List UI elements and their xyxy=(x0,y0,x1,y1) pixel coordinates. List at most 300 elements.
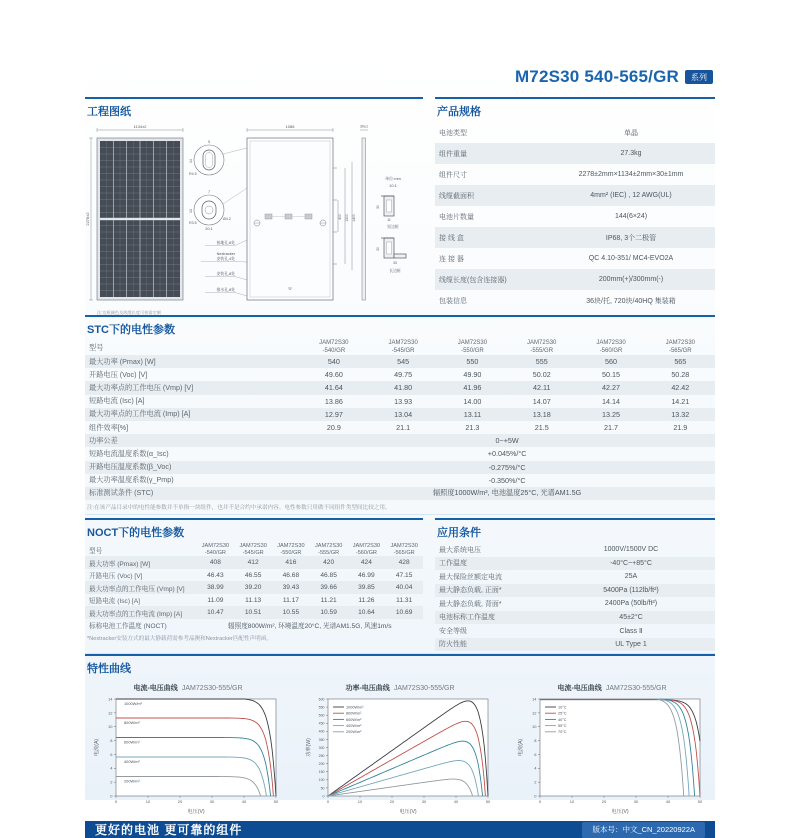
param-row xyxy=(85,556,423,569)
param-label: 开路电压温度系数(β_Voc) xyxy=(89,462,172,472)
detail1-w: 5 xyxy=(208,140,210,144)
param-row xyxy=(85,421,715,434)
drawing-note: 注:边框颜色及线缆长度可按需定制 xyxy=(97,310,161,315)
model-header-label: 型号 xyxy=(89,547,103,555)
param-value: 46.55 xyxy=(244,571,262,579)
chart-title: 电流-电压曲线 xyxy=(557,685,602,693)
table-row xyxy=(435,611,715,625)
model-line2: -550/GR xyxy=(280,549,302,556)
x-tick: 50 xyxy=(485,799,491,805)
model-header xyxy=(438,340,507,354)
param-label: 标称电池工作温度 (NOCT) xyxy=(89,623,167,631)
row-label: 接 线 盒 xyxy=(439,234,464,242)
dim-front-height: 2278±2 xyxy=(85,212,90,226)
frame-long-label: 长边框 xyxy=(389,269,401,273)
noct-note: *Nextracker安装方式的最大静载荷需参考晶澳和Nextracker匹配性声明函。 xyxy=(87,636,272,643)
param-label: 最大功率点的工作电压 (Vmp) [V] xyxy=(89,585,185,593)
series-label: 200W/m² xyxy=(124,778,140,784)
chart-2 xyxy=(301,681,499,821)
param-span-value: 辐照度800W/m², 环境温度20°C, 光谱AM1.5G, 风速1m/s xyxy=(228,623,392,631)
table-row xyxy=(435,206,715,227)
noct-table xyxy=(85,543,423,631)
model-line2: -560/GR xyxy=(355,549,377,556)
y-tick: 4 xyxy=(534,765,537,771)
param-row xyxy=(85,594,423,607)
table-row xyxy=(435,143,715,164)
model-line1: JAM72S30 xyxy=(596,340,626,347)
param-span-row xyxy=(85,619,423,632)
y-tick: 0 xyxy=(534,793,537,799)
param-value: 42.27 xyxy=(602,383,621,393)
row-label: 线缆长度(包含连接器) xyxy=(439,276,507,284)
chart-title-row xyxy=(89,683,287,693)
y-tick: 10 xyxy=(108,724,113,730)
frame-short-w: 11 xyxy=(387,218,391,222)
param-value: 12.97 xyxy=(324,409,343,419)
page-header xyxy=(85,55,715,97)
param-value: 41.80 xyxy=(394,383,413,393)
param-value: 46.99 xyxy=(358,571,375,579)
param-value: 50.28 xyxy=(671,370,690,380)
chart-title: 功率-电压曲线 xyxy=(345,685,390,693)
param-value: 11.26 xyxy=(358,596,375,604)
y-tick: 250 xyxy=(318,754,325,759)
section-title-specs: 产品规格 xyxy=(435,97,715,122)
y-tick: 500 xyxy=(318,713,325,718)
conditions-table xyxy=(435,543,715,651)
param-span-value: 0~+5W xyxy=(495,436,519,446)
x-tick: 20 xyxy=(601,799,607,805)
param-value: 39.85 xyxy=(358,584,375,592)
frame-long-h: 30 xyxy=(376,247,380,251)
y-tick: 12 xyxy=(532,710,537,716)
param-span-value: 辐照度1000W/m², 电池温度25°C, 光谱AM1.5G xyxy=(432,488,582,498)
series-label: 600W/m² xyxy=(124,739,140,745)
param-value: 41.96 xyxy=(463,383,482,393)
callout-nextracker-1: Nextracker xyxy=(216,252,235,256)
param-value: 14.07 xyxy=(532,396,551,406)
param-value: 39.20 xyxy=(244,584,262,592)
datasheet-page xyxy=(85,55,715,838)
chart-subtitle: JAM72S30-555/GR xyxy=(393,685,455,693)
y-tick: 600 xyxy=(318,697,325,702)
param-value: 13.25 xyxy=(602,409,621,419)
series-badge: 系列 xyxy=(685,70,713,84)
param-value: 11.31 xyxy=(396,596,413,604)
stc-table xyxy=(85,340,715,500)
param-value: 46.85 xyxy=(320,571,337,579)
chart-canvas xyxy=(513,694,709,816)
model-line2: -560/GR xyxy=(599,347,623,354)
param-value: 47.15 xyxy=(395,571,413,579)
param-span-row xyxy=(85,461,715,474)
callout-nextracker-2: 安装孔,4处 xyxy=(216,257,235,261)
legend-entry: 1000W/m² xyxy=(346,705,364,710)
model-line1: JAM72S30 xyxy=(527,340,557,347)
param-label: 最大功率 (Pmax) [W] xyxy=(89,560,151,568)
detail2-w: 7 xyxy=(208,190,210,194)
param-value: 550 xyxy=(466,357,479,367)
param-value: 560 xyxy=(605,357,618,367)
unit-note: 单位:mm xyxy=(385,176,401,181)
detail1-r: R4.5 xyxy=(189,172,197,176)
row-label: 防火性能 xyxy=(439,641,467,649)
param-value: 11.21 xyxy=(320,596,337,604)
model-header xyxy=(299,340,368,354)
legend-entry: 200W/m² xyxy=(346,730,362,735)
param-value: 46.43 xyxy=(207,571,224,579)
y-axis-label: 功率(W) xyxy=(306,738,312,757)
chart-1 xyxy=(89,681,287,821)
row-label: 连 接 器 xyxy=(439,255,464,263)
param-value: 14.14 xyxy=(602,396,621,406)
x-tick: 30 xyxy=(209,799,215,805)
param-value: 42.42 xyxy=(671,383,690,393)
param-value: 21.1 xyxy=(396,423,411,433)
row-label: 最大静态负载, 正面* xyxy=(439,587,502,595)
engineering-drawing xyxy=(85,122,413,318)
model-line1: JAM72S30 xyxy=(277,543,305,550)
y-tick: 6 xyxy=(110,751,113,757)
chart-subtitle: JAM72S30-555/GR xyxy=(605,685,667,693)
y-tick: 14 xyxy=(108,696,113,702)
param-value: 50.02 xyxy=(532,370,551,380)
detail1-h: 14 xyxy=(189,159,193,163)
frame-short-h: 30 xyxy=(376,205,380,209)
model-line1: JAM72S30 xyxy=(239,543,267,550)
legend-entry: 70°C xyxy=(558,730,567,735)
x-tick: 10 xyxy=(357,799,363,805)
param-value: 10.64 xyxy=(358,609,375,617)
row-label: 线缆截面积 xyxy=(439,192,474,200)
dim-back-400: 400 xyxy=(338,214,342,220)
row-label: 工作温度 xyxy=(439,560,467,568)
row-value: UL Type 1 xyxy=(615,640,647,648)
x-axis-label: 电压(V) xyxy=(399,809,417,816)
dim-back-1300: 1300 xyxy=(345,214,349,222)
table-row xyxy=(435,638,715,652)
model-line2: -565/GR xyxy=(668,347,692,354)
detail2-scale: 20:1 xyxy=(205,227,213,231)
y-tick: 6 xyxy=(534,751,537,757)
y-tick: 100 xyxy=(318,778,325,783)
param-label: 最大功率点的工作电流 (Imp) [A] xyxy=(89,610,183,618)
model-header xyxy=(646,340,715,354)
param-label: 功率公差 xyxy=(89,435,118,445)
param-value: 11.17 xyxy=(282,596,299,604)
param-value: 13.18 xyxy=(532,409,551,419)
model-line1: JAM72S30 xyxy=(352,543,381,550)
row-value: QC 4.10-351/ MC4-EVO2A xyxy=(588,255,674,262)
table-row xyxy=(435,624,715,638)
model-line1: JAM72S30 xyxy=(319,340,349,347)
legend-entry: 10°C xyxy=(558,705,567,710)
row-label: 安全等级 xyxy=(439,627,467,635)
table-row xyxy=(435,248,715,269)
param-value: 13.04 xyxy=(394,409,413,419)
legend-entry: 400W/m² xyxy=(346,724,362,729)
param-span-value: -0.350%/°C xyxy=(488,475,526,485)
y-tick: 400 xyxy=(318,729,325,734)
x-axis-label: 电压(V) xyxy=(611,809,629,816)
y-tick: 350 xyxy=(318,737,325,742)
param-value: 13.93 xyxy=(394,396,413,406)
y-tick: 200 xyxy=(318,762,325,767)
param-value: 49.90 xyxy=(463,370,482,380)
table-row xyxy=(435,290,715,311)
frame-short-label: 短边框 xyxy=(387,225,399,229)
param-label: 最大功率 (Pmax) [W] xyxy=(89,356,156,366)
y-tick: 14 xyxy=(532,696,537,702)
x-tick: 20 xyxy=(177,799,183,805)
param-span-row xyxy=(85,447,715,460)
callout-ground-holes: 接地孔,6处 xyxy=(216,241,235,245)
row-label: 电池片数量 xyxy=(439,213,474,221)
x-tick: 40 xyxy=(241,799,247,805)
x-tick: 10 xyxy=(145,799,151,805)
table-row xyxy=(435,557,715,571)
param-value: 540 xyxy=(327,357,340,367)
y-tick: 300 xyxy=(318,745,325,750)
chart-3 xyxy=(513,681,711,821)
param-value: 20.9 xyxy=(326,423,341,433)
model-line2: -540/GR xyxy=(322,347,346,354)
chart-title: 电流-电压曲线 xyxy=(133,685,178,693)
param-row xyxy=(85,355,715,368)
table-row xyxy=(435,597,715,611)
row-value: 2400Pa (50lb/ft²) xyxy=(604,600,658,608)
param-value: 49.60 xyxy=(324,370,343,380)
model-header xyxy=(507,340,576,354)
x-tick: 0 xyxy=(538,799,542,805)
callout-drain-holes: 排水孔,8处 xyxy=(216,288,235,292)
section-title-conditions: 应用条件 xyxy=(435,518,715,543)
param-value: 428 xyxy=(398,559,410,567)
x-tick: 30 xyxy=(421,799,427,805)
param-value: 10.59 xyxy=(320,609,337,617)
y-tick: 50 xyxy=(320,786,325,791)
frame-long-w: 33 xyxy=(393,261,397,265)
table-row xyxy=(435,584,715,598)
model-line2: -550/GR xyxy=(461,347,484,354)
y-axis-label: 电流(A) xyxy=(94,738,100,757)
row-value: 200mm(+)/300mm(-) xyxy=(598,276,664,283)
param-label: 短路电流 (Isc) [A] xyxy=(89,598,140,606)
model-header xyxy=(576,340,645,354)
param-value: 424 xyxy=(360,559,372,567)
param-span-value: +0.045%/°C xyxy=(487,449,527,459)
param-value: 14.00 xyxy=(463,396,482,406)
stc-note: 注:在该产品目录中的电性能参数并不单指一块组件，也并不是合约中承诺内容。电性参数只用做不同组件类型间比较之用。 xyxy=(87,505,391,512)
param-value: 13.86 xyxy=(324,396,343,406)
table-row xyxy=(435,543,715,557)
y-axis-label: 电流(A) xyxy=(518,738,524,757)
model-line2: -540/GR xyxy=(204,549,226,556)
table-row xyxy=(435,164,715,185)
dim-thickness: 30±1 xyxy=(360,124,368,129)
row-value: 1000V/1500V DC xyxy=(603,546,659,554)
row-value: 144(6×24) xyxy=(614,213,648,220)
legend-entry: 800W/m² xyxy=(346,711,362,716)
row-label: 最大系统电压 xyxy=(439,546,481,554)
x-tick: 50 xyxy=(697,799,703,805)
footer-bar xyxy=(85,821,715,838)
y-tick: 0 xyxy=(110,793,113,799)
param-row xyxy=(85,395,715,408)
row-value: 2278±2mm×1134±2mm×30±1mm xyxy=(578,171,684,178)
section-title-stc: STC下的电性参数 xyxy=(85,315,715,340)
param-value: 40.04 xyxy=(395,584,413,592)
param-value: 408 xyxy=(209,559,221,567)
model-line1: JAM72S30 xyxy=(390,543,418,550)
param-value: 555 xyxy=(535,357,548,367)
dim-back-1400: 1400 xyxy=(352,214,356,222)
row-value: 5400Pa (112lb/ft²) xyxy=(603,586,659,594)
dim-back-width: 1086 xyxy=(285,124,295,129)
footer-slogan: 更好的电池 更可靠的组件 xyxy=(95,823,243,838)
param-value: 11.09 xyxy=(207,596,224,604)
detail2-r: R3.5 xyxy=(189,221,197,225)
param-value: 420 xyxy=(323,559,335,567)
param-value: 10.51 xyxy=(244,609,262,617)
model-line2: -565/GR xyxy=(393,549,415,556)
param-span-row xyxy=(85,474,715,487)
chart-subtitle: JAM72S30-555/GR xyxy=(181,685,243,693)
y-tick: 4 xyxy=(110,765,113,771)
model-header xyxy=(272,543,310,556)
series-label: 400W/m² xyxy=(124,759,140,765)
y-tick: 8 xyxy=(110,738,113,744)
param-value: 39.66 xyxy=(320,584,337,592)
param-value: 41.64 xyxy=(324,383,343,393)
model-header-row xyxy=(85,543,423,556)
param-row xyxy=(85,408,715,421)
row-value: 45±2°C xyxy=(619,613,643,621)
param-label: 组件效率[%] xyxy=(89,422,129,432)
x-tick: 40 xyxy=(453,799,459,805)
x-tick: 0 xyxy=(114,799,118,805)
version-badge: 版本号：中文_CN_20220922A xyxy=(582,822,705,838)
param-label: 短路电流温度系数(α_Isc) xyxy=(89,448,169,458)
legend-entry: 55°C xyxy=(558,724,567,729)
param-value: 565 xyxy=(674,357,687,367)
y-tick: 150 xyxy=(318,770,325,775)
param-value: 13.32 xyxy=(671,409,690,419)
model-line1: JAM72S30 xyxy=(457,340,488,347)
row-value: 25A xyxy=(624,573,638,581)
param-row xyxy=(85,581,423,594)
param-value: 412 xyxy=(247,559,259,567)
y-tick: 10 xyxy=(532,724,537,730)
param-value: 21.5 xyxy=(534,423,549,433)
table-row xyxy=(435,122,715,143)
model-header-row xyxy=(85,340,715,355)
legend-entry: 25°C xyxy=(558,711,567,716)
row-label: 包装信息 xyxy=(439,297,467,305)
row-label: 电池标称工作温度 xyxy=(439,614,495,622)
page-title: M72S30 540-565/GR xyxy=(514,67,679,86)
x-tick: 40 xyxy=(665,799,671,805)
model-header xyxy=(368,340,437,354)
param-label: 标准测试条件 (STC) xyxy=(89,488,154,498)
param-row xyxy=(85,381,715,394)
chart-canvas xyxy=(89,694,285,816)
param-value: 10.69 xyxy=(395,609,413,617)
table-row xyxy=(435,570,715,584)
row-label: 电池类型 xyxy=(439,129,467,137)
param-value: 21.7 xyxy=(604,423,619,433)
model-header xyxy=(348,543,386,556)
row-value: 27.3kg xyxy=(620,150,642,157)
x-tick: 0 xyxy=(326,799,330,805)
y-tick: 2 xyxy=(534,779,537,785)
chart-title-row xyxy=(513,683,711,693)
y-tick: 12 xyxy=(108,710,113,716)
param-value: 10.55 xyxy=(282,609,300,617)
model-line1: JAM72S30 xyxy=(314,543,343,550)
param-value: 38.99 xyxy=(207,584,224,592)
model-line1: JAM72S30 xyxy=(201,543,230,550)
table-row xyxy=(435,227,715,248)
x-axis-label: 电压(V) xyxy=(187,809,205,816)
row-label: 最大保险丝额定电流 xyxy=(439,573,502,581)
model-header xyxy=(385,543,423,556)
table-row xyxy=(435,269,715,290)
row-label: 最大静态负载, 背面* xyxy=(439,600,502,608)
param-value: 49.75 xyxy=(394,370,413,380)
model-header-label: 型号 xyxy=(89,342,104,352)
chart-canvas xyxy=(301,694,497,816)
x-tick: 30 xyxy=(633,799,639,805)
legend-entry: 600W/m² xyxy=(346,717,362,722)
param-value: 13.11 xyxy=(463,409,482,419)
y-tick: 8 xyxy=(534,738,537,744)
legend-entry: 40°C xyxy=(558,717,567,722)
model-line1: JAM72S30 xyxy=(388,340,418,347)
x-tick: 50 xyxy=(273,799,279,805)
section-title-drawings: 工程图纸 xyxy=(85,97,423,122)
chart-title-row xyxy=(301,683,499,693)
y-tick: 2 xyxy=(110,779,113,785)
param-value: 50.15 xyxy=(602,370,621,380)
y-tick: 450 xyxy=(318,721,325,726)
y-tick: 0 xyxy=(322,794,325,799)
model-line1: JAM72S30 xyxy=(665,340,695,347)
model-header xyxy=(234,543,272,556)
param-value: 21.9 xyxy=(673,423,688,433)
model-line2: -545/GR xyxy=(242,549,264,556)
param-label: 短路电流 (Isc) [A] xyxy=(89,396,145,406)
row-label: 组件重量 xyxy=(439,150,467,158)
table-row xyxy=(435,185,715,206)
section-title-curves: 特性曲线 xyxy=(85,654,715,679)
param-value: 416 xyxy=(285,559,297,567)
param-span-value: -0.275%/°C xyxy=(488,462,526,472)
param-label: 开路电压 (Voc) [V] xyxy=(89,573,143,581)
callout-mount-holes: 安装孔,8处 xyxy=(216,272,235,276)
dim-front-width: 1134±2 xyxy=(133,124,147,129)
param-label: 开路电压 (Voc) [V] xyxy=(89,369,148,379)
series-label: 800W/m² xyxy=(124,720,140,726)
row-value: IP68, 3个二极管 xyxy=(605,234,657,242)
model-line2: -555/GR xyxy=(318,549,340,556)
x-tick: 10 xyxy=(569,799,575,805)
param-value: 11.13 xyxy=(245,596,262,604)
row-value: -40°C~+85°C xyxy=(610,559,652,567)
x-tick: 20 xyxy=(389,799,395,805)
model-line2: -545/GR xyxy=(391,347,415,354)
row-value: 单晶 xyxy=(624,129,638,137)
